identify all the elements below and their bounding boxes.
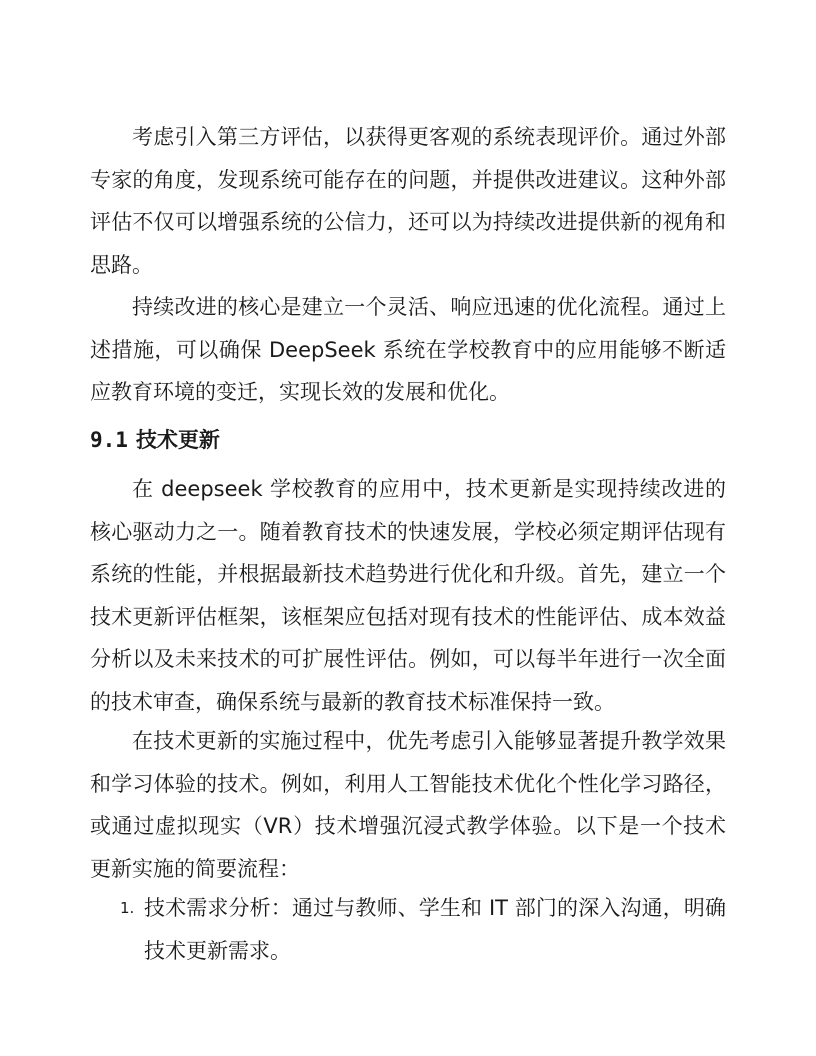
paragraph-continuous-improvement: 持续改进的核心是建立一个灵活、响应迅速的优化流程。通过上述措施，可以确保 DeepSeek 系统在学校教育中的应用能够不断适应教育环境的变迁，实现长效的发展和优化。: [90, 295, 726, 404]
list-item: [90, 887, 726, 972]
paragraph-tech-update-implementation: 在技术更新的实施过程中，优先考虑引入能够显著提升教学效果和学习体验的技术。例如，利用人工智能技术优化个性化学习路径，或通过虚拟现实（VR）技术增强沉浸式教学体验。以下是一个技术更新实施的简要流程：: [90, 729, 726, 881]
list-item-number: 1.: [120, 899, 135, 917]
section-title: 技术更新: [135, 428, 220, 452]
list-item-text: 技术需求分析：通过与教师、学生和 IT 部门的深入沟通，明确技术更新需求。: [144, 896, 726, 963]
paragraph-tech-update-intro: 在 deepseek 学校教育的应用中，技术更新是实现持续改进的核心驱动力之一。随着教育技术的快速发展，学校必须定期评估现有系统的性能，并根据最新技术趋势进行优化和升级。首先，建立一个技术更新评估框架，该框架应包括对现有技术的性能评估、成本效益分析以及未来技术的可扩展性评估。例如，可以每半年进行一次全面的技术审查，确保系统与最新的教育技术标准保持一致。: [90, 477, 726, 714]
section-number: 9.1: [90, 428, 128, 452]
paragraph-third-party-evaluation: 考虑引入第三方评估，以获得更客观的系统表现评价。通过外部专家的角度，发现系统可能存在的问题，并提供改进建议。这种外部评估不仅可以增强系统的公信力，还可以为持续改进提供新的视角和思路。: [90, 125, 726, 277]
section-heading: [90, 420, 220, 460]
